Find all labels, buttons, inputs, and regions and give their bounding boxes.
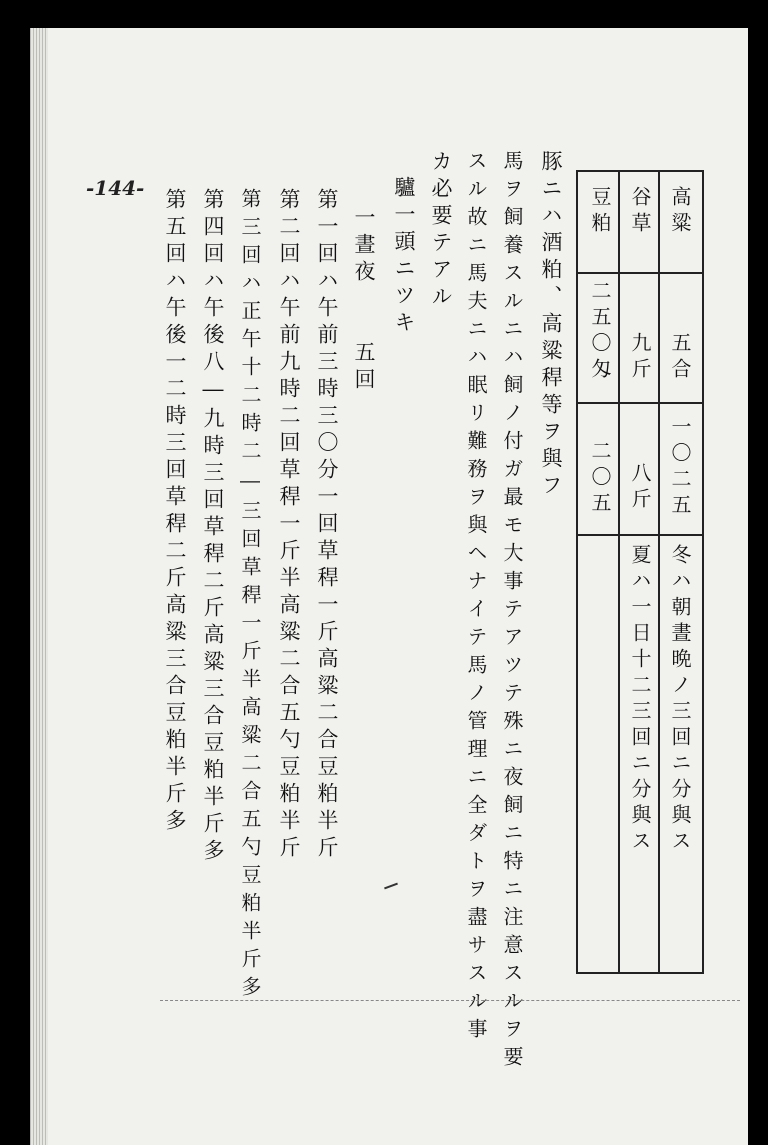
table-cell-feed: 高粱 — [668, 186, 692, 238]
table-cell-amount: 二五〇匁 — [588, 280, 612, 384]
text-column: 一晝夜 五回 — [352, 206, 376, 395]
table-cell-feed: 谷草 — [628, 186, 652, 238]
table-row-divider — [578, 272, 702, 274]
table-cell-value: 八斤 — [628, 462, 652, 514]
feed-table — [576, 170, 704, 974]
table-cell-note: 冬ハ朝晝晩ノ三回ニ分與ス — [668, 544, 692, 856]
table-column-divider — [658, 172, 660, 972]
text-column: 第三回ハ正午十二時二―三回草稈一斤半高粱二合五勺豆粕半斤多 — [238, 188, 262, 1004]
table-cell-feed: 豆粕 — [588, 186, 612, 238]
text-column: 第五回ハ午後一二時三回草稈二斤高粱三合豆粕半斤多 — [163, 188, 187, 836]
text-column: 第四回ハ午後八―九時三回草稈二斤高粱三合豆粕半斤多 — [201, 188, 225, 866]
text-column: カ必要テアル — [429, 150, 453, 312]
dashed-rule — [160, 1000, 740, 1001]
table-cell-value: 二〇五 — [588, 440, 612, 518]
table-column-divider — [618, 172, 620, 972]
table-cell-amount: 五合 — [668, 332, 692, 384]
text-column: 豚ニハ酒粕、高粱稈等ヲ與フ — [539, 150, 563, 501]
text-column: 第二回ハ午前九時二回草稈一斤半高粱二合五勺豆粕半斤 — [277, 188, 301, 863]
page-edge — [30, 28, 48, 1145]
text-column: スル故ニ馬夫ニハ眠リ難務ヲ與ヘナイテ馬ノ管理ニ全ダトヲ盡サスル事 — [464, 150, 488, 1046]
text-column: 馬ヲ飼養スルニハ飼ノ付ガ最モ大事テアツテ殊ニ夜飼ニ特ニ注意スルヲ要 — [500, 150, 524, 1074]
table-cell-amount: 九斤 — [628, 332, 652, 384]
table-cell-note: 夏ハ一日十二三回ニ分與ス — [628, 544, 652, 856]
text-column: 第一回ハ午前三時三〇分一回草稈一斤高粱二合豆粕半斤 — [315, 188, 339, 863]
table-row-divider — [578, 402, 702, 404]
text-column: 驢一頭ニツキ — [392, 176, 416, 338]
table-cell-value: 一〇二五 — [668, 416, 692, 520]
table-row-divider — [578, 534, 702, 536]
page-number: -144- — [86, 176, 145, 200]
